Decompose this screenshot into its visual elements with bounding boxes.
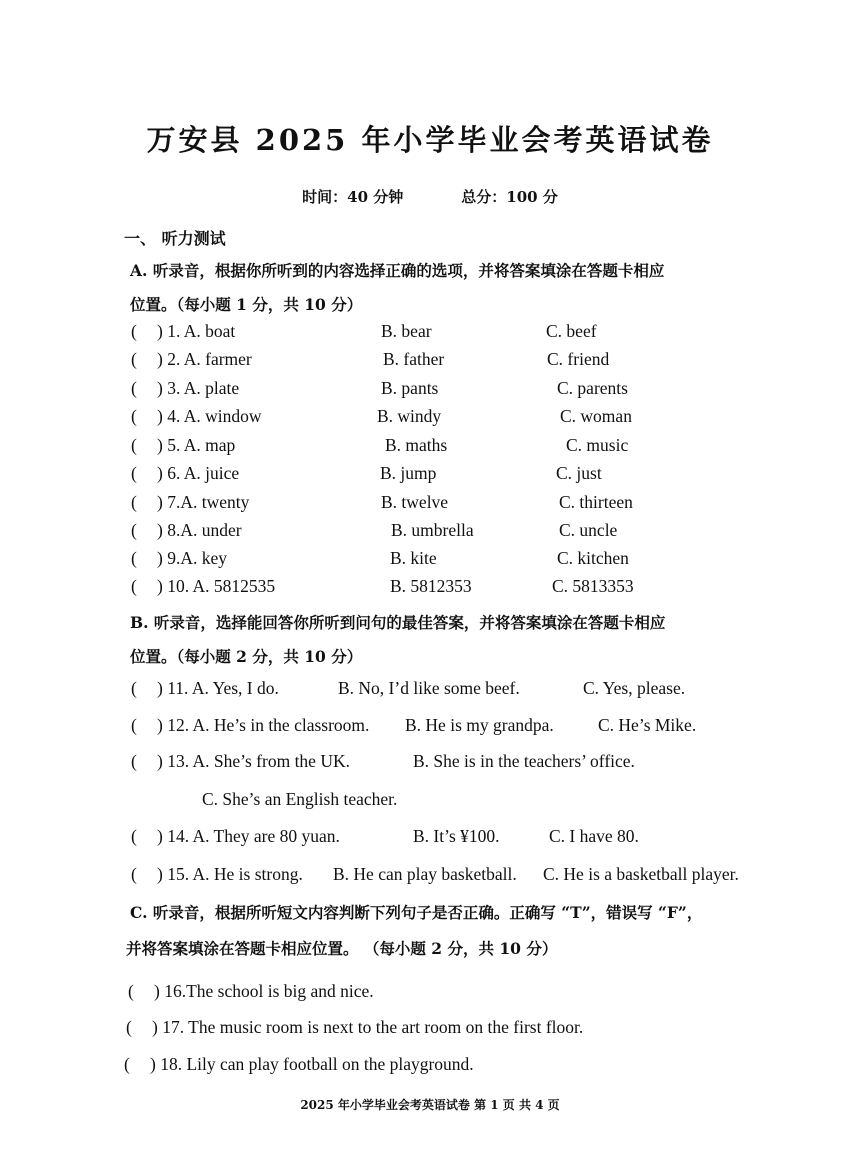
question-7 (131, 492, 249, 513)
option-c: C. thirteen (559, 492, 633, 512)
option-b: B. father (383, 349, 445, 369)
option-c: C. 5813353 (552, 576, 634, 596)
question-2 (131, 349, 252, 370)
option-a: ) 7.A. twenty (157, 492, 250, 512)
option-a: ) 11. A. Yes, I do. (157, 678, 279, 698)
option-c: C. just (556, 463, 602, 483)
part-c-instruction-line2: 并将答案填涂在答题卡相应位置。 （每小题 2 分，共 10 分） (126, 939, 558, 958)
page-footer: 2025 年小学毕业会考英语试卷 第 1 页 共 4 页 (300, 1098, 560, 1112)
answer-blank[interactable]: ( (131, 435, 137, 455)
option-a: ) 2. A. farmer (157, 349, 252, 369)
option-c: C. Yes, please. (583, 678, 686, 698)
answer-blank[interactable]: ( (131, 576, 137, 596)
question-16 (128, 981, 374, 1002)
answer-blank[interactable]: ( (131, 406, 137, 426)
option-c: C. beef (546, 321, 597, 341)
option-c: C. He is a basketball player. (543, 864, 739, 884)
question-8 (131, 520, 242, 541)
option-a: ) 13. A. She’s from the UK. (157, 751, 350, 771)
option-c: C. friend (547, 349, 610, 369)
answer-blank[interactable]: ( (126, 1017, 132, 1037)
statement: ) 17. The music room is next to the art room on the first floor. (152, 1017, 584, 1037)
option-b: B. He is my grandpa. (405, 715, 554, 735)
part-a-instruction-line1: A. 听录音，根据你所听到的内容选择正确的选项，并将答案填涂在答题卡相应 (130, 261, 665, 280)
option-c: C. I have 80. (549, 826, 639, 846)
answer-blank[interactable]: ( (131, 864, 137, 884)
option-b: B. bear (381, 321, 432, 341)
option-a: ) 14. A. They are 80 yuan. (157, 826, 340, 846)
option-c: C. parents (557, 378, 628, 398)
part-c-instruction-line1: C. 听录音，根据所听短文内容判断下列句子是否正确。正确写 “T”，错误写 “F”， (130, 903, 703, 922)
question-9 (131, 548, 227, 569)
question-13 (131, 751, 350, 772)
option-a: ) 5. A. map (157, 435, 236, 455)
option-a: ) 4. A. window (157, 406, 262, 426)
question-17 (126, 1017, 583, 1038)
option-b: B. twelve (381, 492, 449, 512)
part-b-instruction-line2: 位置。（每小题 2 分，共 10 分） (130, 647, 363, 666)
question-3 (131, 378, 239, 399)
option-a: ) 1. A. boat (157, 321, 236, 341)
question-15 (131, 864, 303, 885)
answer-blank[interactable]: ( (128, 981, 134, 1001)
option-b: B. jump (380, 463, 437, 483)
option-a: ) 10. A. 5812535 (157, 576, 276, 596)
option-c: C. woman (560, 406, 632, 426)
option-b: B. He can play basketball. (333, 864, 517, 884)
option-b: B. windy (377, 406, 442, 426)
question-10 (131, 576, 275, 597)
question-11 (131, 678, 279, 699)
option-b: B. pants (381, 378, 439, 398)
answer-blank[interactable]: ( (131, 492, 137, 512)
question-6 (131, 463, 239, 484)
option-c: C. She’s an English teacher. (202, 789, 398, 809)
exam-time: 时间：40 分钟 (302, 188, 404, 206)
option-b: B. It’s ¥100. (413, 826, 500, 846)
option-a: ) 3. A. plate (157, 378, 240, 398)
question-5 (131, 435, 235, 456)
answer-blank[interactable]: ( (131, 378, 137, 398)
statement: ) 18. Lily can play football on the playground. (150, 1054, 474, 1074)
option-a: ) 9.A. key (157, 548, 227, 568)
answer-blank[interactable]: ( (131, 548, 137, 568)
option-c: C. uncle (559, 520, 618, 540)
option-b: B. kite (390, 548, 437, 568)
answer-blank[interactable]: ( (124, 1054, 130, 1074)
option-b: B. umbrella (391, 520, 474, 540)
answer-blank[interactable]: ( (131, 751, 137, 771)
section-heading-listening: 一、 听力测试 (124, 229, 226, 248)
answer-blank[interactable]: ( (131, 463, 137, 483)
question-1 (131, 321, 235, 342)
option-a: ) 6. A. juice (157, 463, 240, 483)
answer-blank[interactable]: ( (131, 321, 137, 341)
part-a-instruction-line2: 位置。（每小题 1 分，共 10 分） (130, 295, 363, 314)
question-18 (124, 1054, 474, 1075)
exam-meta (0, 186, 860, 207)
option-b: B. She is in the teachers’ office. (413, 751, 635, 771)
option-c: C. kitchen (557, 548, 629, 568)
exam-total-score: 总分：100 分 (461, 188, 558, 206)
option-c: C. He’s Mike. (598, 715, 697, 735)
part-b-instruction-line1: B. 听录音，选择能回答你所听到问句的最佳答案，并将答案填涂在答题卡相应 (130, 613, 666, 632)
question-12 (131, 715, 369, 736)
answer-blank[interactable]: ( (131, 715, 137, 735)
exam-title: 万安县 2025 年小学毕业会考英语试卷 (146, 123, 714, 157)
option-b: B. No, I’d like some beef. (338, 678, 520, 698)
option-a: ) 15. A. He is strong. (157, 864, 303, 884)
answer-blank[interactable]: ( (131, 826, 137, 846)
question-4 (131, 406, 262, 427)
option-b: B. 5812353 (390, 576, 472, 596)
question-14 (131, 826, 340, 847)
answer-blank[interactable]: ( (131, 678, 137, 698)
statement: ) 16.The school is big and nice. (154, 981, 374, 1001)
answer-blank[interactable]: ( (131, 520, 137, 540)
answer-blank[interactable]: ( (131, 349, 137, 369)
option-a: ) 8.A. under (157, 520, 242, 540)
option-b: B. maths (385, 435, 448, 455)
option-a: ) 12. A. He’s in the classroom. (157, 715, 370, 735)
option-c: C. music (566, 435, 629, 455)
